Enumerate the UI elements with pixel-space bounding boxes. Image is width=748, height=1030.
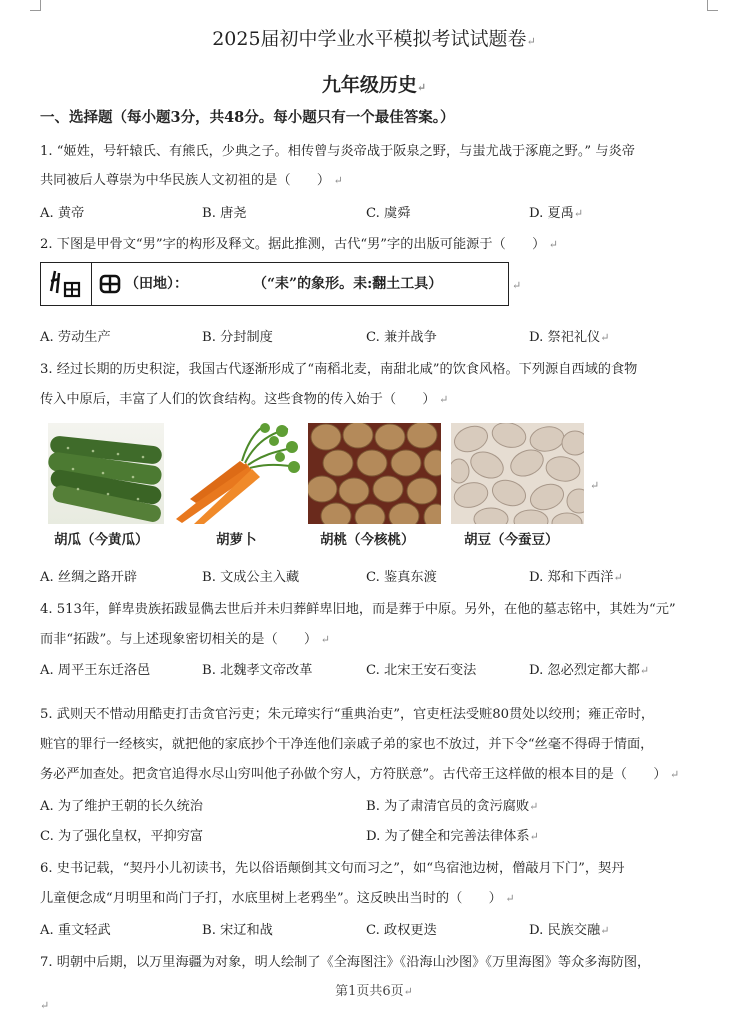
q6-option-c[interactable]: C. 政权更迭	[366, 923, 437, 938]
q5-option-d[interactable]: D. 为了健全和完善法律体系↵	[366, 829, 539, 844]
q2-option-a[interactable]: A. 劳动生产	[40, 330, 111, 345]
q1-option-c[interactable]: C. 虞舜	[366, 206, 411, 221]
q4-option-c[interactable]: C. 北宋王安石变法	[366, 663, 477, 678]
q3-line1: 3. 经过长期的历史积淀，我国古代逐渐形成了“南稻北麦，南甜北咸”的饮食风格。下列源自西域的食物	[40, 362, 638, 377]
walnut-photo	[308, 423, 441, 524]
q2-line1: 2. 下图是甲骨文“男”字的构形及释文。据此推测，古代“男”字的出版可能源于（ ） ↵	[40, 237, 559, 252]
q2-option-b[interactable]: B. 分封制度	[202, 330, 273, 345]
cucumber-photo	[48, 423, 164, 524]
caption-carrot: 胡萝卜	[216, 532, 257, 548]
q5-option-c[interactable]: C. 为了强化皇权，平抑穷富	[40, 829, 204, 844]
caption-walnut: 胡桃（今核桃）	[320, 532, 415, 548]
q6-option-b[interactable]: B. 宋辽和战	[202, 923, 273, 938]
q5-line2: 赃官的罪行一经核实，就把他的家底抄个干净连他们亲戚子弟的家也不放过，并下令“丝毫不得碍于情面，	[40, 737, 654, 752]
q6-line1: 6. 史书记载，“契丹小儿初读书，先以俗语颠倒其文句而习之”，如“鸟宿池边树，僧敲月下门”，契丹	[40, 861, 625, 876]
q3-option-c[interactable]: C. 鉴真东渡	[366, 570, 437, 585]
q5-line3: 务必严加查处。把贪官追得水尽山穷叫他子孙做个穷人，方符朕意”。古代帝王这样做的根本目的是（ ） ↵	[40, 767, 680, 782]
exam-title: 2025届初中学业水平模拟考试试题卷↵	[212, 28, 536, 50]
caption-broad-bean: 胡豆（今蚕豆）	[464, 532, 559, 548]
q3-line2: 传入中原后，丰富了人们的饮食结构。这些食物的传入始于（ ） ↵	[40, 392, 449, 407]
q7-line1: 7. 明朝中后期，以万里海疆为对象，明人绘制了《全海图注》《沿海山沙图》《万里海图》等众多海防图，	[40, 955, 651, 970]
lei-explanation: （“耒”的象形。耒:翻土工具）	[253, 276, 443, 292]
q2-option-d[interactable]: D. 祭祀礼仪↵	[529, 330, 610, 345]
q5-option-a[interactable]: A. 为了维护王朝的长久统治	[40, 799, 203, 814]
corner-mark-right	[707, 0, 718, 11]
q6-option-a[interactable]: A. 重文轻武	[40, 923, 111, 938]
exam-subtitle: 九年级历史↵	[321, 74, 427, 96]
q6-option-d[interactable]: D. 民族交融↵	[529, 923, 610, 938]
page-footer: 第1页共6页↵	[335, 984, 413, 999]
q4-line1: 4. 513年，鲜卑贵族拓跋显儁去世后并未归葬鲜卑旧地，而是葬于中原。另外，在他的墓志铭中，其姓为“元”	[40, 602, 676, 617]
q4-option-b[interactable]: B. 北魏孝文帝改革	[202, 663, 313, 678]
q2-option-c[interactable]: C. 兼并战争	[366, 330, 437, 345]
q1-option-d[interactable]: D. 夏禹↵	[529, 206, 584, 221]
q4-option-a[interactable]: A. 周平王东迁洛邑	[40, 663, 151, 678]
q5-line1: 5. 武则天不惜动用酷吏打击贪官污吏；朱元璋实行“重典治吏”，官吏枉法受赃80贯处以绞刑；雍正帝时，	[40, 707, 655, 722]
q1-line1: 1. “姬姓，号轩辕氏、有熊氏，少典之子。相传曾与炎帝战于阪泉之野，与蚩尤战于涿鹿之野。” 与炎帝	[40, 144, 635, 159]
oracle-bone-table	[40, 262, 509, 306]
q4-option-d[interactable]: D. 忽必烈定都大都↵	[529, 663, 650, 678]
corner-mark-left	[30, 0, 41, 11]
q5-option-b[interactable]: B. 为了肃清官员的贪污腐败↵	[366, 799, 539, 814]
carrot-photo	[170, 423, 300, 524]
q3-option-b[interactable]: B. 文成公主入藏	[202, 570, 300, 585]
oracle-bone-nan-icon	[41, 263, 92, 305]
q3-option-d[interactable]: D. 郑和下西洋↵	[529, 570, 623, 585]
q1-option-a[interactable]: A. 黄帝	[40, 206, 85, 221]
caption-cucumber: 胡瓜（今黄瓜）	[54, 532, 149, 548]
table-return-mark: ↵	[512, 279, 522, 292]
broad-bean-photo	[451, 423, 584, 524]
photo-return-mark: ↵	[590, 479, 600, 492]
end-return-mark: ↵	[40, 999, 50, 1012]
section-heading: 一、选择题（每小题3分，共48分。每小题只有一个最佳答案。）	[40, 109, 455, 126]
field-tian-icon	[99, 274, 121, 294]
q3-option-a[interactable]: A. 丝绸之路开辟	[40, 570, 138, 585]
q4-line2: 而非“拓跋”。与上述现象密切相关的是（ ） ↵	[40, 632, 330, 647]
q6-line2: 儿童便念成“月明里和尚门子打，水底里树上老鸦坐”。这反映出当时的（ ） ↵	[40, 891, 515, 906]
field-label: （田地）：	[125, 276, 188, 292]
q1-line2: 共同被后人尊崇为中华民族人文初祖的是（ ） ↵	[40, 173, 343, 188]
q1-option-b[interactable]: B. 唐尧	[202, 206, 247, 221]
